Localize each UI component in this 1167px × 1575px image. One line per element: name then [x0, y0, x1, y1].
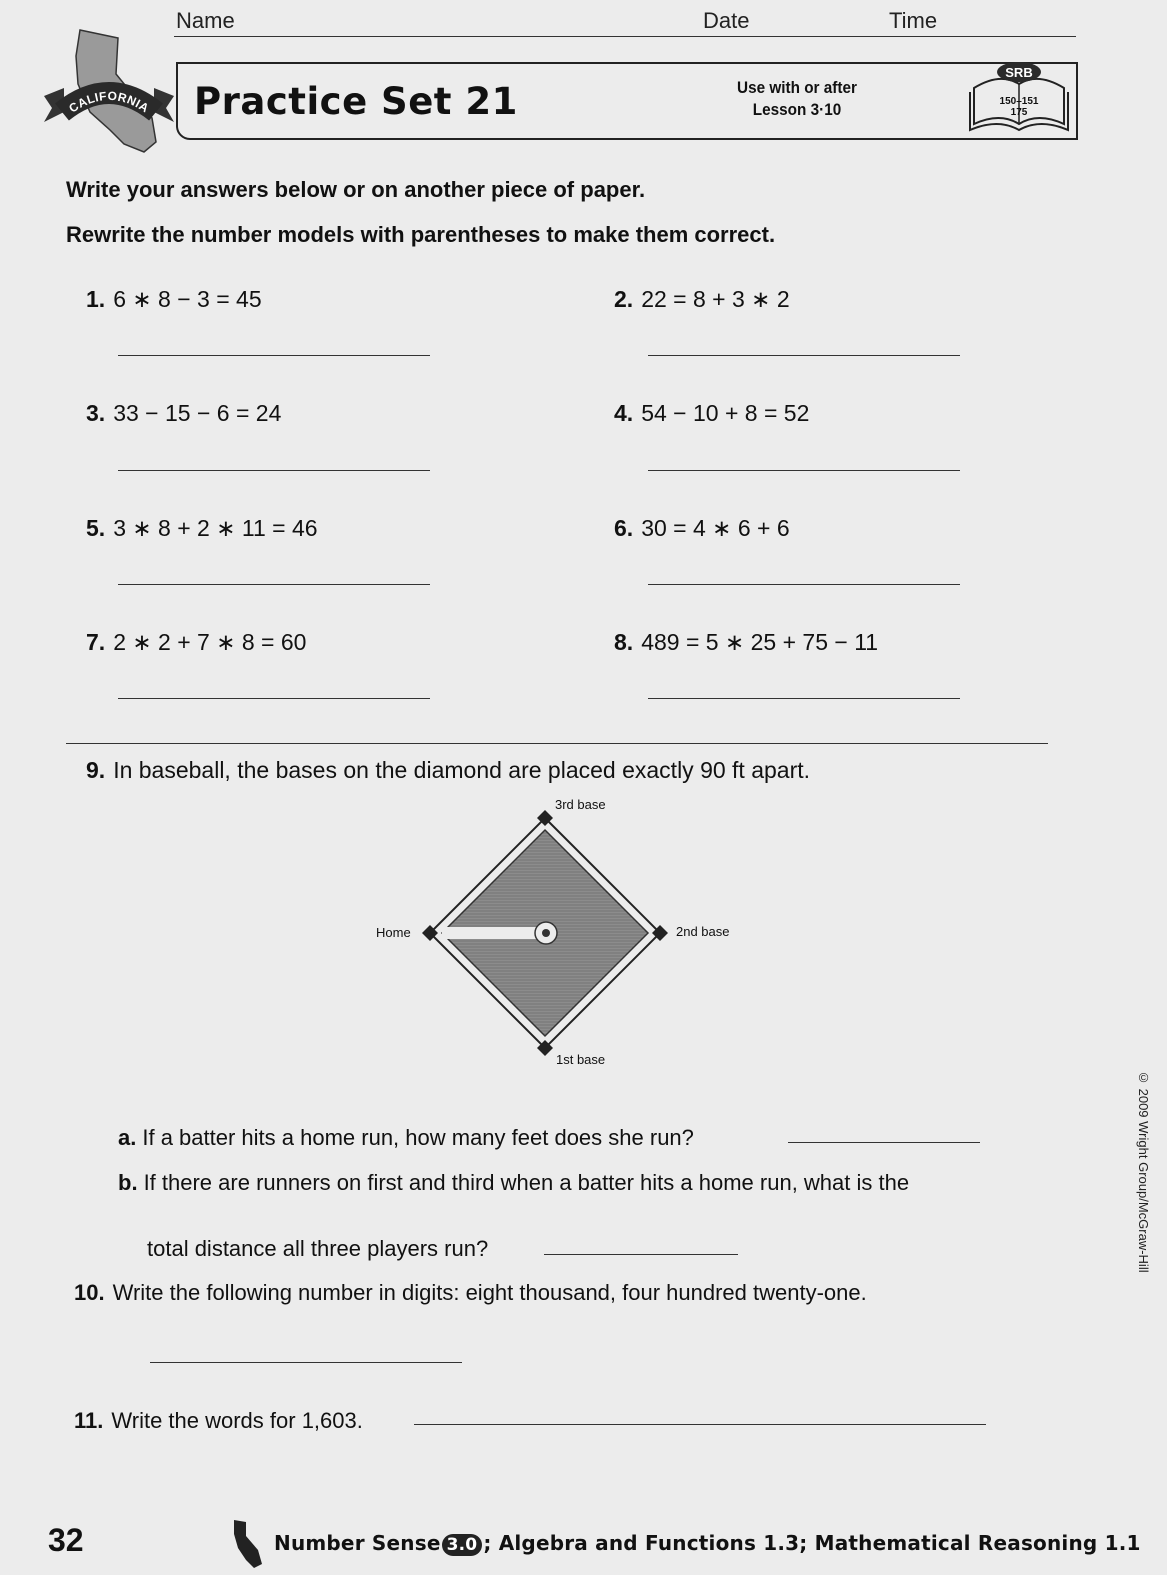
answer-line-1[interactable] — [118, 355, 430, 356]
answer-line-11[interactable] — [414, 1424, 986, 1425]
problem-7: 7. 2 ∗ 2 + 7 ∗ 8 = 60 — [86, 629, 307, 655]
answer-line-4[interactable] — [648, 470, 960, 471]
use-with-line2: Lesson 3·10 — [752, 100, 842, 119]
srb-label: SRB — [1005, 65, 1033, 80]
california-state-icon — [228, 1518, 268, 1570]
problem-1: 1. 6 ∗ 8 − 3 = 45 — [86, 286, 262, 312]
instruction-2: Rewrite the number models with parentheses to make them correct. — [66, 222, 776, 247]
problem-3: 3. 33 − 15 − 6 = 24 — [86, 400, 282, 426]
answer-line-2[interactable] — [648, 355, 960, 356]
header-write-line[interactable] — [174, 36, 1076, 37]
third-base-label: 3rd base — [555, 797, 606, 812]
srb-pages-1: 150–151 — [999, 96, 1039, 107]
answer-line-9a[interactable] — [788, 1142, 980, 1143]
answer-line-3[interactable] — [118, 470, 430, 471]
problem-5: 5. 3 ∗ 8 + 2 ∗ 11 = 46 — [86, 515, 318, 541]
problem-11: 11. Write the words for 1,603. — [74, 1408, 363, 1433]
problem-9: 9. In baseball, the bases on the diamond are placed exactly 90 ft apart. — [86, 757, 811, 783]
home-label: Home — [376, 925, 411, 940]
answer-line-9b[interactable] — [544, 1254, 738, 1255]
problem-2: 2. 22 = 8 + 3 ∗ 2 — [614, 286, 790, 312]
time-label: Time — [889, 8, 938, 33]
answer-line-10[interactable] — [150, 1362, 462, 1363]
problem-8: 8. 489 = 5 ∗ 25 + 75 − 11 — [614, 629, 879, 655]
date-label: Date — [703, 8, 750, 33]
first-base-label: 1st base — [556, 1052, 606, 1067]
srb-pages-2: 175 — [1010, 107, 1028, 118]
standard-badge: 3.0 — [442, 1534, 483, 1556]
name-label: Name — [176, 8, 235, 33]
question-9b-cont: total distance all three players run? — [147, 1236, 489, 1261]
baseball-diamond-diagram — [420, 808, 670, 1058]
california-label: CALIFORNIA — [66, 88, 152, 116]
problem-6: 6. 30 = 4 ∗ 6 + 6 — [614, 515, 790, 541]
answer-line-6[interactable] — [648, 584, 960, 585]
footer-standards: Number Sense 3.0 ; Algebra and Functions 1.3; Mathematical Reasoning 1.1 — [274, 1531, 1141, 1555]
copyright-notice: © 2009 Wright Group/McGraw-Hill — [1136, 1070, 1151, 1273]
problem-10: 10. Write the following number in digits: eight thousand, four hundred twenty-one. — [74, 1280, 867, 1305]
page-title: Practice Set 21 — [194, 80, 518, 123]
section-divider — [66, 743, 1048, 744]
second-base-label: 2nd base — [676, 924, 730, 939]
answer-line-7[interactable] — [118, 698, 430, 699]
srb-book-icon — [964, 58, 1074, 138]
problem-4: 4. 54 − 10 + 8 = 52 — [614, 400, 810, 426]
question-9b: b. If there are runners on first and third when a batter hits a home run, what is the — [118, 1170, 910, 1195]
california-badge-icon — [40, 26, 180, 158]
batting-path — [442, 927, 542, 939]
lesson-reference — [721, 77, 874, 121]
answer-line-8[interactable] — [648, 698, 960, 699]
question-9a: a. If a batter hits a home run, how many feet does she run? — [118, 1125, 694, 1150]
page-number: 32 — [48, 1522, 84, 1558]
instruction-1: Write your answers below or on another piece of paper. — [66, 177, 646, 202]
use-with-line1: Use with or after — [737, 78, 857, 97]
answer-line-5[interactable] — [118, 584, 430, 585]
